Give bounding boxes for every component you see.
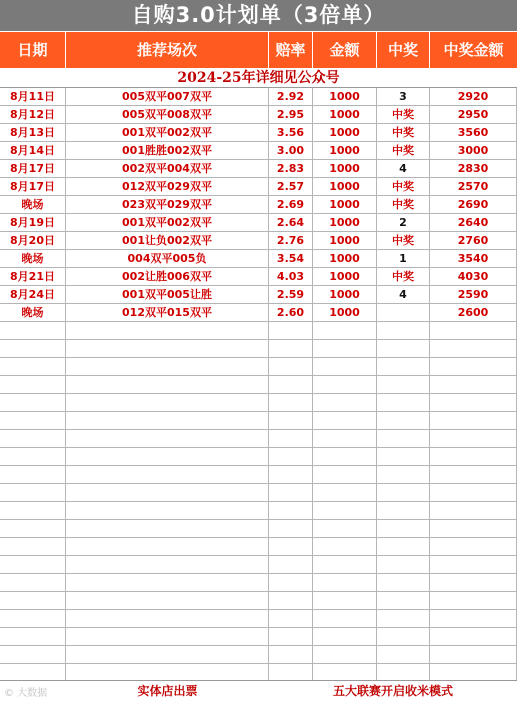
cell-win	[377, 394, 430, 411]
cell-odds: 2.57	[269, 178, 313, 195]
cell-win	[377, 412, 430, 429]
cell-match	[66, 610, 269, 627]
cell-odds: 2.64	[269, 214, 313, 231]
cell-amount	[313, 664, 377, 681]
cell-odds: 2.59	[269, 286, 313, 303]
cell-amount	[313, 412, 377, 429]
cell-match: 001胜胜002双平	[66, 142, 269, 159]
cell-match: 002让胜006双平	[66, 268, 269, 285]
table-row	[0, 268, 517, 286]
cell-match	[66, 322, 269, 339]
cell-payout	[430, 610, 517, 627]
cell-date	[0, 430, 66, 447]
empty-row	[0, 520, 517, 538]
table-row	[0, 160, 517, 178]
cell-win	[377, 322, 430, 339]
watermark: © 大数据	[4, 688, 48, 699]
empty-row	[0, 502, 517, 520]
cell-date	[0, 574, 66, 591]
cell-date: 晚场	[0, 196, 66, 213]
cell-odds	[269, 538, 313, 555]
cell-match: 005双平008双平	[66, 106, 269, 123]
cell-odds: 3.56	[269, 124, 313, 141]
cell-date: 8月19日	[0, 214, 66, 231]
cell-odds	[269, 412, 313, 429]
cell-date: 8月13日	[0, 124, 66, 141]
cell-date: 晚场	[0, 304, 66, 321]
cell-date	[0, 556, 66, 573]
cell-amount	[313, 574, 377, 591]
cell-win: 中奖	[377, 268, 430, 285]
cell-payout	[430, 412, 517, 429]
cell-odds: 3.00	[269, 142, 313, 159]
cell-match	[66, 628, 269, 645]
cell-odds: 2.92	[269, 88, 313, 105]
cell-amount	[313, 430, 377, 447]
cell-payout: 2600	[430, 304, 517, 321]
empty-row	[0, 556, 517, 574]
cell-odds	[269, 448, 313, 465]
cell-amount	[313, 646, 377, 663]
empty-row	[0, 646, 517, 664]
cell-match	[66, 466, 269, 483]
cell-match: 001双平005让胜	[66, 286, 269, 303]
cell-odds	[269, 610, 313, 627]
cell-amount	[313, 466, 377, 483]
cell-win: 3	[377, 88, 430, 105]
cell-win: 4	[377, 160, 430, 177]
empty-row	[0, 484, 517, 502]
empty-row	[0, 628, 517, 646]
cell-match	[66, 520, 269, 537]
cell-amount	[313, 358, 377, 375]
cell-amount: 1000	[313, 232, 377, 249]
cell-amount	[313, 340, 377, 357]
cell-payout	[430, 502, 517, 519]
cell-odds	[269, 394, 313, 411]
table-row	[0, 196, 517, 214]
cell-amount	[313, 394, 377, 411]
cell-date: 8月12日	[0, 106, 66, 123]
cell-amount: 1000	[313, 160, 377, 177]
cell-payout: 2690	[430, 196, 517, 213]
empty-row	[0, 358, 517, 376]
table-row	[0, 106, 517, 124]
cell-odds: 4.03	[269, 268, 313, 285]
cell-odds: 3.54	[269, 250, 313, 267]
cell-amount	[313, 448, 377, 465]
cell-match	[66, 646, 269, 663]
cell-win: 中奖	[377, 142, 430, 159]
cell-amount	[313, 376, 377, 393]
cell-win	[377, 574, 430, 591]
cell-date	[0, 592, 66, 609]
cell-payout: 2920	[430, 88, 517, 105]
cell-payout	[430, 556, 517, 573]
cell-amount: 1000	[313, 88, 377, 105]
cell-win	[377, 358, 430, 375]
cell-win	[377, 664, 430, 681]
cell-odds	[269, 628, 313, 645]
cell-odds	[269, 340, 313, 357]
empty-row	[0, 592, 517, 610]
cell-payout	[430, 574, 517, 591]
cell-amount	[313, 538, 377, 555]
cell-odds: 2.69	[269, 196, 313, 213]
cell-match	[66, 484, 269, 501]
cell-match: 023双平029双平	[66, 196, 269, 213]
cell-odds	[269, 358, 313, 375]
cell-match	[66, 430, 269, 447]
cell-win	[377, 430, 430, 447]
cell-match: 012双平015双平	[66, 304, 269, 321]
header-payout: 中奖金额	[443, 41, 504, 59]
cell-date	[0, 520, 66, 537]
cell-payout: 2640	[430, 214, 517, 231]
cell-odds	[269, 376, 313, 393]
cell-date	[0, 610, 66, 627]
empty-row	[0, 448, 517, 466]
cell-odds	[269, 502, 313, 519]
cell-win	[377, 466, 430, 483]
cell-date	[0, 340, 66, 357]
empty-row	[0, 376, 517, 394]
cell-match	[66, 412, 269, 429]
cell-payout: 2950	[430, 106, 517, 123]
cell-amount: 1000	[313, 304, 377, 321]
cell-win	[377, 646, 430, 663]
header-amount: 金额	[313, 32, 377, 68]
cell-win	[377, 628, 430, 645]
cell-payout: 3540	[430, 250, 517, 267]
cell-date	[0, 484, 66, 501]
cell-match	[66, 592, 269, 609]
cell-win: 中奖	[377, 178, 430, 195]
cell-win	[377, 340, 430, 357]
cell-amount: 1000	[313, 214, 377, 231]
cell-payout: 2760	[430, 232, 517, 249]
cell-odds	[269, 592, 313, 609]
cell-payout: 3560	[430, 124, 517, 141]
cell-payout	[430, 358, 517, 375]
cell-payout	[430, 394, 517, 411]
cell-date	[0, 628, 66, 645]
cell-odds: 2.83	[269, 160, 313, 177]
table-row	[0, 142, 517, 160]
cell-payout	[430, 466, 517, 483]
cell-odds	[269, 646, 313, 663]
header-date: 日期	[0, 32, 66, 68]
cell-date: 8月17日	[0, 178, 66, 195]
table-row	[0, 124, 517, 142]
cell-odds	[269, 466, 313, 483]
cell-payout: 2570	[430, 178, 517, 195]
empty-row	[0, 322, 517, 340]
cell-amount: 1000	[313, 124, 377, 141]
cell-date: 8月20日	[0, 232, 66, 249]
cell-match: 002双平004双平	[66, 160, 269, 177]
cell-date	[0, 376, 66, 393]
cell-date: 8月24日	[0, 286, 66, 303]
cell-date: 晚场	[0, 250, 66, 267]
cell-win	[377, 376, 430, 393]
table-row	[0, 88, 517, 106]
cell-win: 1	[377, 250, 430, 267]
cell-odds: 2.76	[269, 232, 313, 249]
table-row	[0, 286, 517, 304]
cell-win	[377, 592, 430, 609]
cell-amount	[313, 322, 377, 339]
cell-amount: 1000	[313, 106, 377, 123]
cell-win	[377, 556, 430, 573]
cell-date	[0, 322, 66, 339]
cell-match	[66, 340, 269, 357]
cell-date	[0, 538, 66, 555]
banner: 2024-25年详细见公众号	[0, 69, 517, 88]
cell-amount: 1000	[313, 268, 377, 285]
cell-payout: 4030	[430, 268, 517, 285]
cell-win	[377, 538, 430, 555]
cell-win: 中奖	[377, 232, 430, 249]
cell-match	[66, 448, 269, 465]
cell-date	[0, 466, 66, 483]
empty-row	[0, 538, 517, 556]
cell-match: 005双平007双平	[66, 88, 269, 105]
footer-left: 实体店出票	[137, 684, 198, 698]
cell-payout	[430, 430, 517, 447]
cell-amount: 1000	[313, 250, 377, 267]
cell-win	[377, 448, 430, 465]
empty-row	[0, 574, 517, 592]
cell-odds	[269, 430, 313, 447]
cell-amount	[313, 628, 377, 645]
cell-win	[377, 520, 430, 537]
cell-payout: 3000	[430, 142, 517, 159]
cell-amount: 1000	[313, 142, 377, 159]
sheet-title: 自购3.0计划单（3倍单）	[0, 0, 517, 31]
cell-payout: 2590	[430, 286, 517, 303]
cell-amount: 1000	[313, 178, 377, 195]
cell-match	[66, 358, 269, 375]
cell-win	[377, 502, 430, 519]
cell-odds	[269, 484, 313, 501]
cell-match: 004双平005负	[66, 250, 269, 267]
cell-match: 001让负002双平	[66, 232, 269, 249]
cell-date	[0, 394, 66, 411]
cell-payout	[430, 322, 517, 339]
cell-match	[66, 538, 269, 555]
cell-payout	[430, 646, 517, 663]
cell-win: 4	[377, 286, 430, 303]
cell-match: 012双平029双平	[66, 178, 269, 195]
cell-payout	[430, 592, 517, 609]
table-row	[0, 304, 517, 322]
header-odds: 赔率	[269, 32, 313, 68]
cell-match	[66, 556, 269, 573]
cell-odds: 2.95	[269, 106, 313, 123]
empty-row	[0, 394, 517, 412]
cell-amount	[313, 520, 377, 537]
cell-payout	[430, 376, 517, 393]
cell-win: 中奖	[377, 124, 430, 141]
empty-row	[0, 610, 517, 628]
cell-date	[0, 502, 66, 519]
cell-amount	[313, 592, 377, 609]
table-row	[0, 250, 517, 268]
footer	[0, 680, 517, 701]
cell-date: 8月14日	[0, 142, 66, 159]
cell-match	[66, 376, 269, 393]
cell-payout	[430, 448, 517, 465]
cell-payout	[430, 538, 517, 555]
cell-date	[0, 646, 66, 663]
cell-win: 2	[377, 214, 430, 231]
cell-odds: 2.60	[269, 304, 313, 321]
cell-win: 中奖	[377, 196, 430, 213]
cell-odds	[269, 322, 313, 339]
cell-amount: 1000	[313, 286, 377, 303]
empty-row	[0, 430, 517, 448]
header-row	[0, 32, 517, 68]
cell-win	[377, 610, 430, 627]
cell-amount	[313, 502, 377, 519]
cell-match	[66, 502, 269, 519]
cell-date: 8月11日	[0, 88, 66, 105]
cell-amount	[313, 610, 377, 627]
cell-match	[66, 394, 269, 411]
cell-date: 8月21日	[0, 268, 66, 285]
cell-date: 8月17日	[0, 160, 66, 177]
cell-win: 中奖	[377, 106, 430, 123]
cell-match: 001双平002双平	[66, 214, 269, 231]
cell-date	[0, 412, 66, 429]
cell-odds	[269, 520, 313, 537]
cell-amount: 1000	[313, 196, 377, 213]
cell-match	[66, 664, 269, 681]
empty-row	[0, 466, 517, 484]
header-win: 中奖	[377, 32, 430, 68]
cell-amount	[313, 556, 377, 573]
cell-payout	[430, 628, 517, 645]
cell-payout	[430, 664, 517, 681]
cell-date	[0, 664, 66, 681]
cell-win	[377, 484, 430, 501]
cell-amount	[313, 484, 377, 501]
cell-odds	[269, 664, 313, 681]
table-row	[0, 232, 517, 250]
cell-win	[377, 304, 430, 321]
cell-payout	[430, 520, 517, 537]
cell-match: 001双平002双平	[66, 124, 269, 141]
cell-payout: 2830	[430, 160, 517, 177]
header-match: 推荐场次	[66, 32, 269, 68]
cell-date	[0, 448, 66, 465]
empty-row	[0, 340, 517, 358]
footer-right: 五大联赛开启收米模式	[332, 684, 453, 698]
table-row	[0, 214, 517, 232]
cell-match	[66, 574, 269, 591]
cell-odds	[269, 556, 313, 573]
cell-odds	[269, 574, 313, 591]
cell-payout	[430, 340, 517, 357]
cell-payout	[430, 484, 517, 501]
empty-row	[0, 412, 517, 430]
cell-date	[0, 358, 66, 375]
table-row	[0, 178, 517, 196]
